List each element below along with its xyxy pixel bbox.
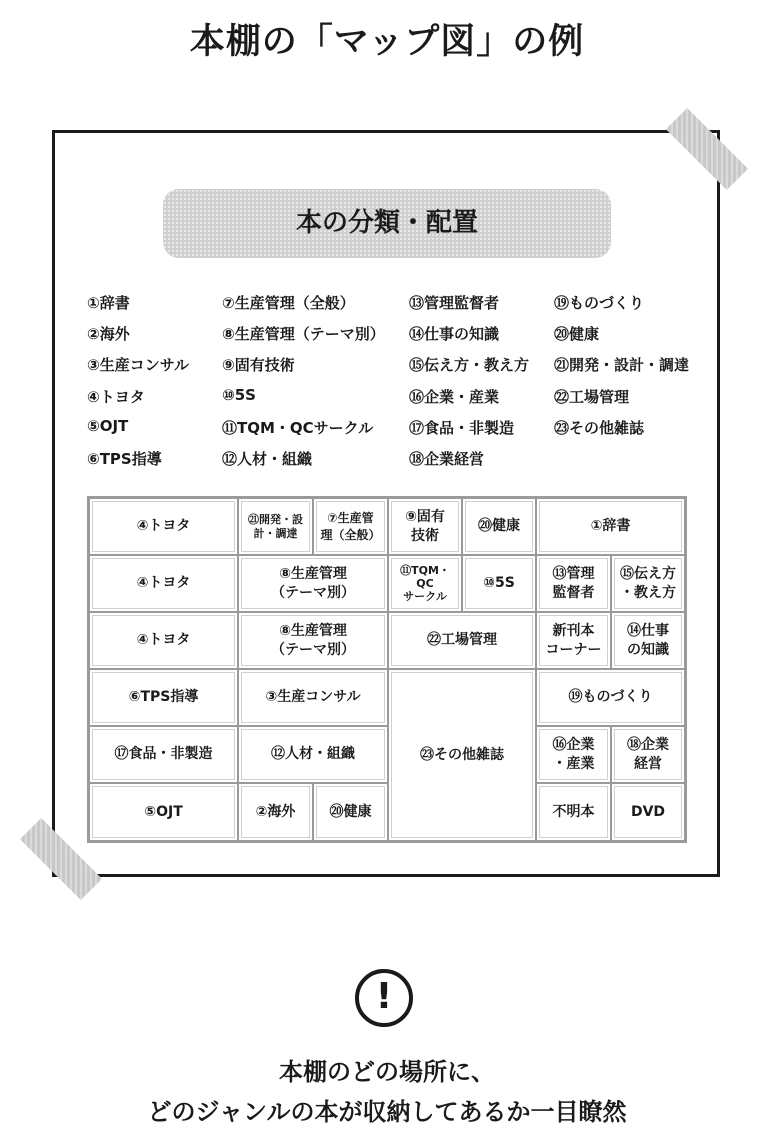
shelf-cell: ③生産コンサル [238,669,388,726]
shelf-cell: ㉒工場管理 [388,612,536,669]
legend-item: ⑧生産管理（テーマ別） [222,325,385,343]
shelf-cell: ㉑開発・設 計・調達 [238,498,313,555]
shelf-cell: 不明本 [536,783,611,841]
shelf-cell: ⑮伝え方 ・教え方 [611,555,685,612]
caption-line-2: どのジャンルの本が収納してあるか一目瞭然 [147,1098,627,1126]
legend-item: ㉒工場管理 [554,388,630,406]
caption-line-1: 本棚のどの場所に、 [279,1058,495,1086]
legend-item: ④トヨタ [87,388,145,406]
legend-item: ⑥TPS指導 [87,450,162,468]
shelf-cell-magazines: ㉓その他雑誌 [388,669,536,841]
legend-item: ③生産コンサル [87,356,189,374]
legend-item: ⑨固有技術 [222,356,295,374]
legend-item: ⑬管理監督者 [409,294,500,312]
shelf-cell: ④トヨタ [89,555,238,612]
legend-item: ⑦生産管理（全般） [222,294,355,312]
legend-item: ⑭仕事の知識 [409,325,500,343]
legend-item: ⑯企業・産業 [409,388,500,406]
shelf-cell: ⑳健康 [462,498,536,555]
legend-item: ⑱企業経営 [409,450,485,468]
shelf-cell: ⑲ものづくり [536,669,685,726]
legend-item: ㉑開発・設計・調達 [554,356,690,374]
shelf-cell: ⑰食品・非製造 [89,726,238,783]
shelf-cell: DVD [611,783,685,841]
legend-item: ⑳健康 [554,325,600,343]
legend-item: ⑪TQM・QCサークル [222,419,374,437]
shelf-cell: ⑦生産管 理（全般） [313,498,388,555]
shelf-cell: ①辞書 [536,498,685,555]
shelf-cell: ⑳健康 [313,783,388,841]
legend-item: ⑮伝え方・教え方 [409,356,530,374]
legend-item: ⑤OJT [87,417,129,435]
shelf-cell: ⑱企業 経営 [611,726,685,783]
legend-item: ㉓その他雑誌 [554,419,645,437]
legend-item: ⑲ものづくり [554,294,645,312]
exclamation-icon: ! [355,969,413,1027]
shelf-cell: ⑤OJT [89,783,238,841]
shelf-cell: ⑩5S [462,555,536,612]
shelf-cell: ⑫人材・組織 [238,726,388,783]
shelf-cell: ⑭仕事 の知識 [611,612,685,669]
shelf-cell: ⑯企業 ・産業 [536,726,611,783]
shelf-cell: ④トヨタ [89,612,238,669]
shelf-cell: 新刊本 コーナー [536,612,611,669]
shelf-cell: ⑧生産管理 （テーマ別） [238,555,388,612]
page-title: 本棚の「マップ図」の例 [189,22,585,62]
legend-item: ②海外 [87,325,130,343]
shelf-cell: ⑧生産管理 （テーマ別） [238,612,388,669]
legend-item: ⑩5S [222,386,256,404]
shelf-cell: ②海外 [238,783,313,841]
shelf-cell: ⑬管理 監督者 [536,555,611,612]
shelf-cell: ⑨固有 技術 [388,498,462,555]
legend-item: ①辞書 [87,294,130,312]
shelf-cell: ⑪TQM・ QC サークル [388,555,462,612]
shelf-cell: ⑥TPS指導 [89,669,238,726]
classification-banner: 本の分類・配置 [163,189,611,258]
shelf-cell: ④トヨタ [89,498,238,555]
legend-item: ⑫人材・組織 [222,450,313,468]
legend-item: ⑰食品・非製造 [409,419,515,437]
